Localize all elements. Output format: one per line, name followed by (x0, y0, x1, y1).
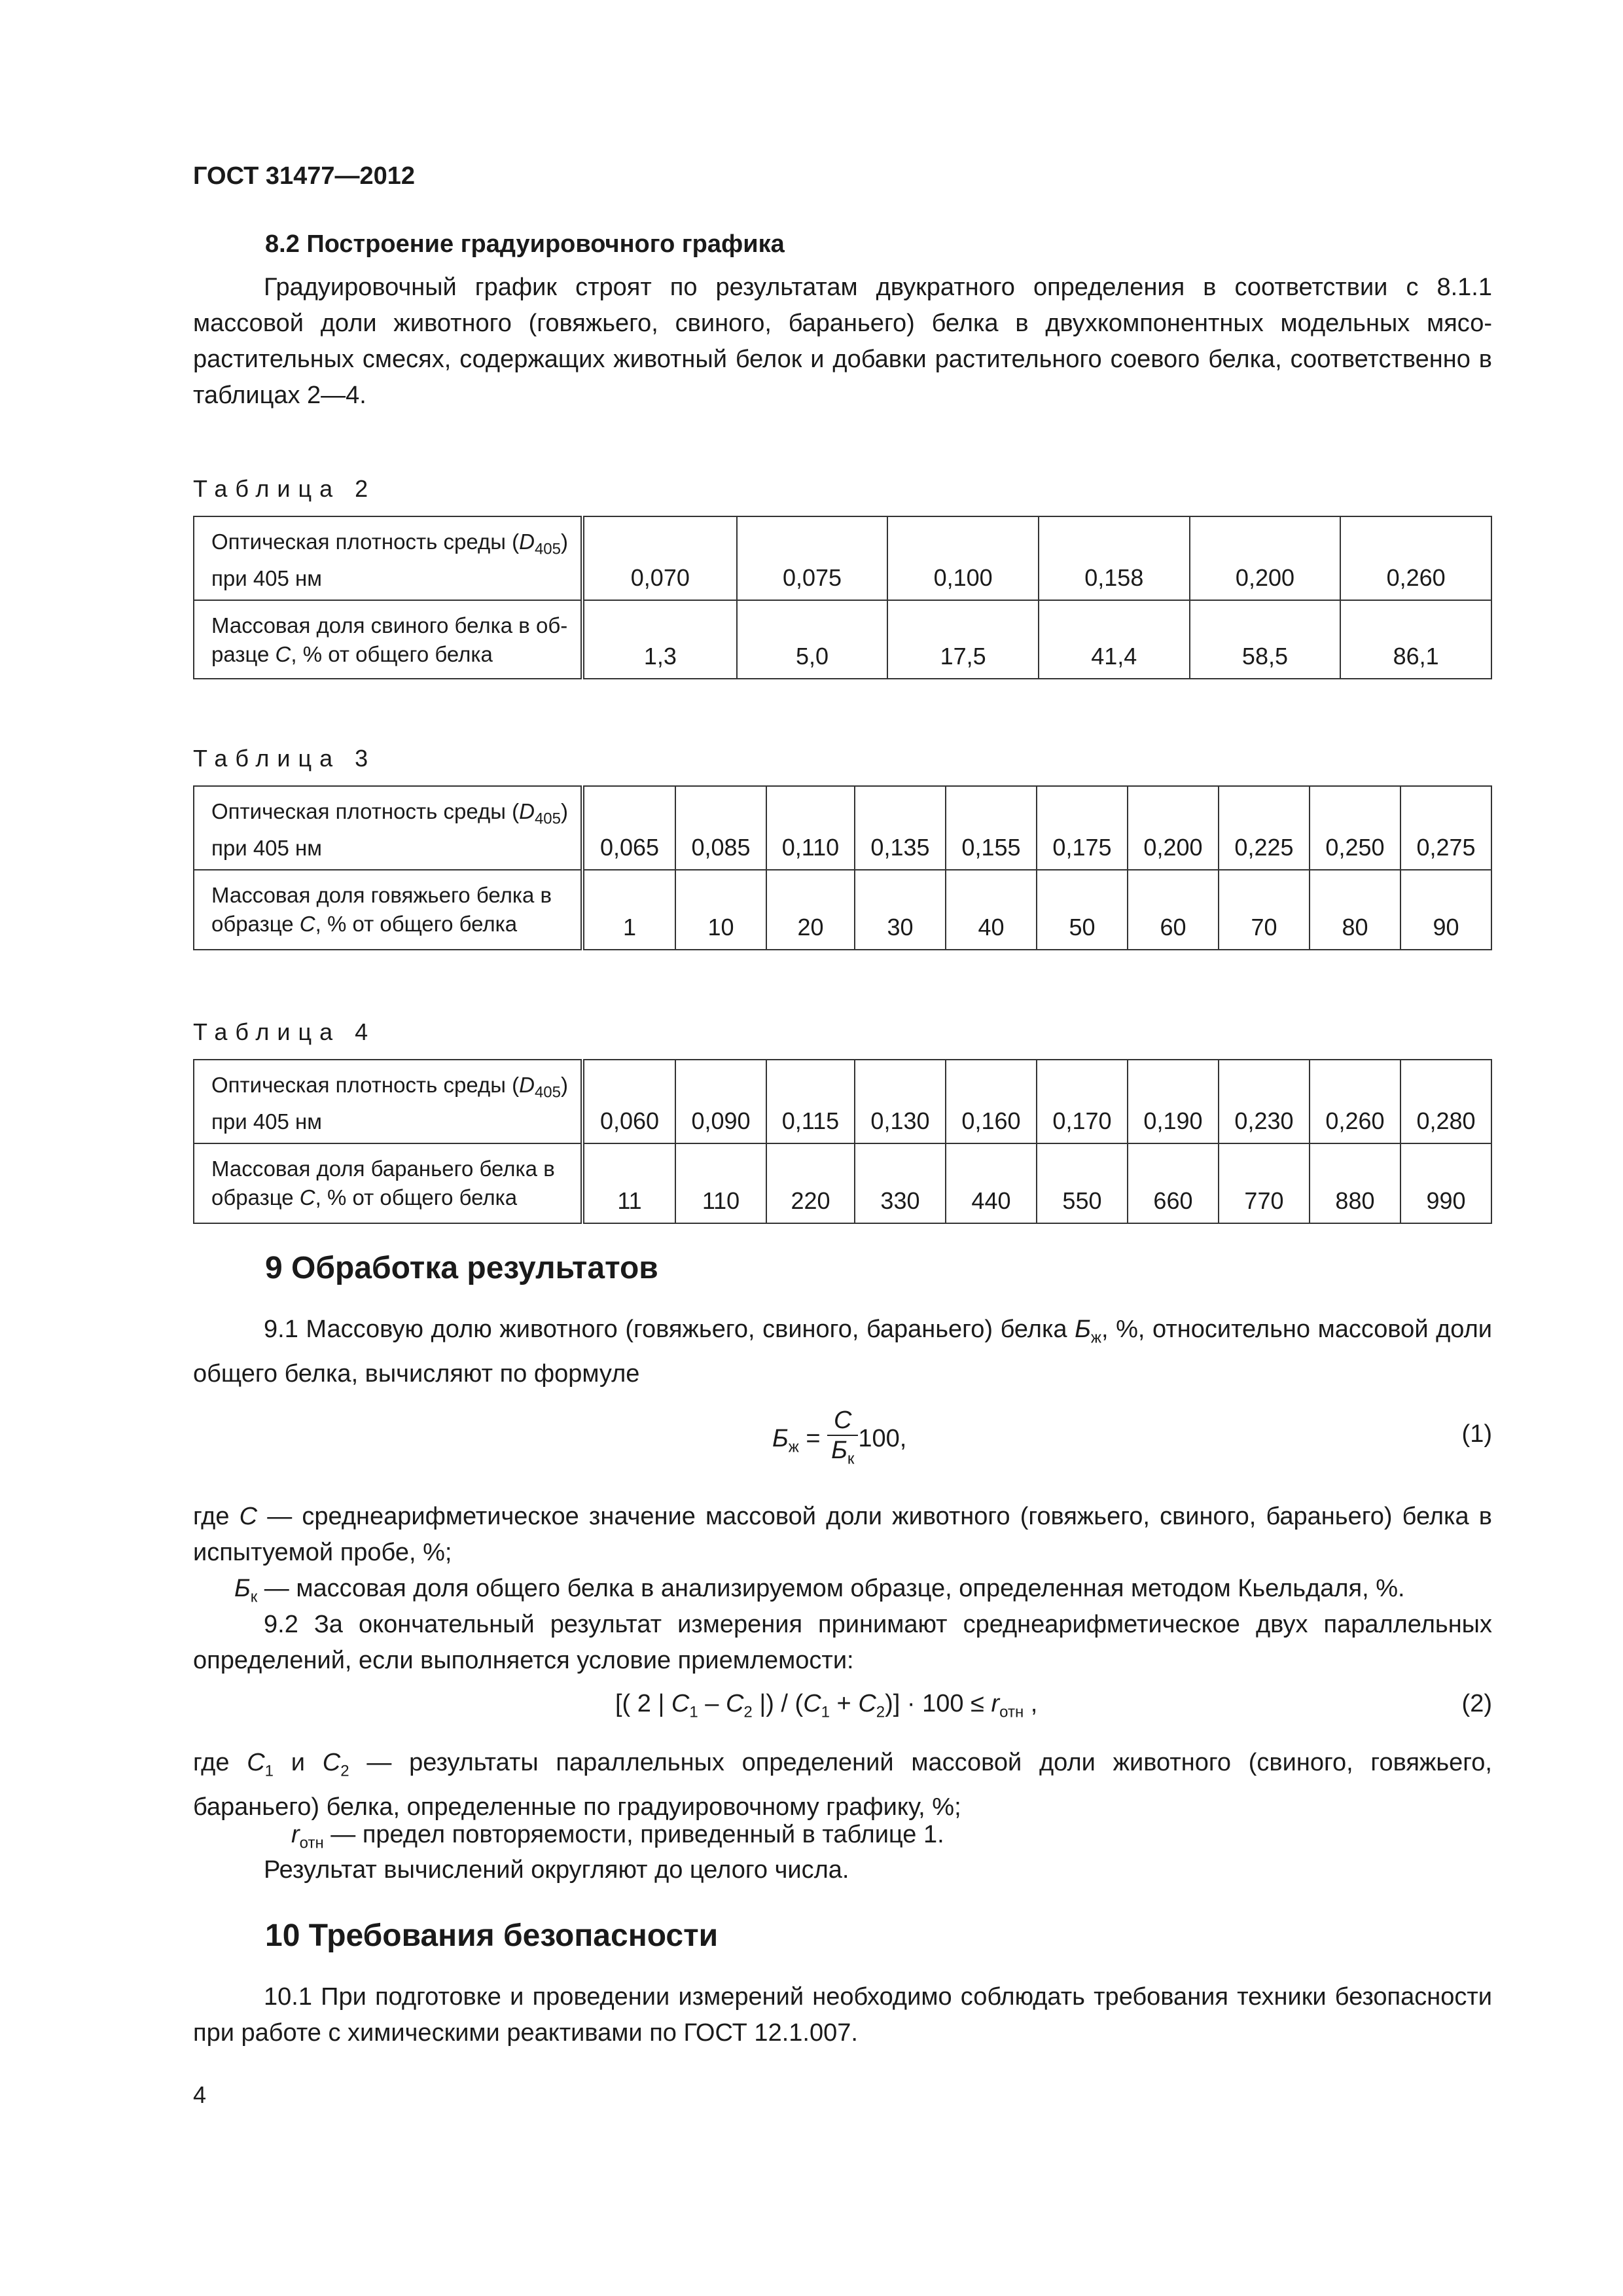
table-cell: 0,260 (1340, 516, 1491, 600)
table-3-caption: Таблица 3 (193, 745, 376, 772)
table-cell: 0,200 (1190, 516, 1341, 600)
table-row (194, 870, 1491, 950)
table-cell: 220 (766, 1143, 855, 1223)
table-cell: 0,060 (582, 1060, 675, 1143)
paragraph-10-1: 10.1 При подготовке и проведении измерений необходимо соблюдать требования техники безопасности при работе с химическими реактивами по ГОСТ 12.1.007. (193, 1983, 1492, 2047)
table-cell: 0,175 (1037, 786, 1128, 870)
table-cell: 0,230 (1219, 1060, 1310, 1143)
table-cell: 5,0 (737, 600, 888, 679)
table-cell: 1,3 (582, 600, 737, 679)
table-cell: 50 (1037, 870, 1128, 950)
table-cell: 60 (1128, 870, 1219, 950)
where-bk-definition: $Б_к$ — массовая доля общего белка в анализируемом образце, определенная методом Кьельдаля, %. (234, 1575, 1405, 1606)
table-cell: 20 (766, 870, 855, 950)
table-cell: 0,110 (766, 786, 855, 870)
table-cell: 0,130 (855, 1060, 946, 1143)
page-number: 4 (193, 2081, 207, 2108)
formula-1: $Б_ж$ = $\frac{C}{Б_к}$ 100, (772, 1407, 907, 1468)
table-cell: 0,065 (582, 786, 675, 870)
table-cell: 0,115 (766, 1060, 855, 1143)
rounding-note: Результат вычислений округляют до целого числа. (264, 1856, 849, 1884)
table-4 (193, 1059, 1492, 1224)
section-8-2-title: 8.2 Построение градуировочного графика (265, 230, 785, 258)
section-10-title: 10 Требования безопасности (265, 1918, 719, 1953)
table-cell: 0,135 (855, 786, 946, 870)
table-cell: 880 (1310, 1143, 1400, 1223)
row-label-mass-fraction: Массовая доля говяжьего белка в образце C, % от общего белка (194, 870, 582, 950)
where-c1-c2-definition: где $C_1$ и $C_2$ — результаты параллельных определений массовой доли животного (свиного, говяжьего, бараньего) белка, определенные по градуировочному графику, %; (193, 1749, 1492, 1821)
table-cell: 0,158 (1039, 516, 1190, 600)
table-cell: 0,190 (1128, 1060, 1219, 1143)
where-c-definition: где C — среднеарифметическое значение массовой доли животного (говяжьего, свиного, бараньего) белка в испытуемой пробе, %; (193, 1503, 1492, 1566)
table-cell: 41,4 (1039, 600, 1190, 679)
table-cell: 11 (582, 1143, 675, 1223)
table-2 (193, 516, 1492, 679)
table-row (194, 600, 1491, 679)
row-label-optical-density: Оптическая плотность среды $(D_{405})$ при 405 нм (194, 1060, 582, 1143)
row-label-mass-fraction: Массовая доля свиного белка в об- разце C, % от общего белка (194, 600, 582, 679)
table-cell: 330 (855, 1143, 946, 1223)
table-cell: 0,260 (1310, 1060, 1400, 1143)
row-label-optical-density: Оптическая плотность среды $(D_{405})$ при 405 нм (194, 516, 582, 600)
table-cell: 0,250 (1310, 786, 1400, 870)
table-cell: 0,170 (1037, 1060, 1128, 1143)
table-cell: 80 (1310, 870, 1400, 950)
formula-1-number: (1) (1461, 1420, 1492, 1448)
table-cell: 0,090 (675, 1060, 766, 1143)
table-cell: 0,100 (887, 516, 1039, 600)
table-cell: 0,155 (946, 786, 1037, 870)
table-cell: 1 (582, 870, 675, 950)
formula-2: [( 2 | $C_1 - C_2$ |) / $(C_1 + C_2)] \cdot 100 \le r_{отн}$ , (615, 1690, 1038, 1721)
table-cell: 440 (946, 1143, 1037, 1223)
table-cell: 40 (946, 870, 1037, 950)
table-row (194, 516, 1491, 600)
table-cell: 0,225 (1219, 786, 1310, 870)
document-id: ГОСТ 31477—2012 (193, 162, 416, 190)
table-cell: 86,1 (1340, 600, 1491, 679)
row-label-mass-fraction: Массовая доля бараньего белка в образце C, % от общего белка (194, 1143, 582, 1223)
section-8-2-text: Градуировочный график строят по результатам двукратного определения в соответствии с 8.1.1 массовой доли животного (говяжьего, свиного, бараньего) белка в двухкомпонентных модельных мясо-растительных смесях, содержащих животный белок и добавки растительного соевого белка, соответственно в таблицах 2—4. (193, 274, 1492, 409)
table-row (194, 1143, 1491, 1223)
table-3 (193, 785, 1492, 950)
table-cell: 0,070 (582, 516, 737, 600)
table-cell: 110 (675, 1143, 766, 1223)
table-cell: 10 (675, 870, 766, 950)
table-cell: 660 (1128, 1143, 1219, 1223)
formula-2-number: (2) (1461, 1690, 1492, 1717)
table-cell: 0,160 (946, 1060, 1037, 1143)
row-label-optical-density: Оптическая плотность среды $(D_{405})$ при 405 нм (194, 786, 582, 870)
table-cell: 0,075 (737, 516, 888, 600)
table-cell: 17,5 (887, 600, 1039, 679)
paragraph-9-1: 9.1 Массовую долю животного (говяжьего, свиного, бараньего) белка $Б_ж$, %, относительно массовой доли общего белка, вычисляют по формуле (193, 1316, 1493, 1388)
table-cell: 0,085 (675, 786, 766, 870)
table-cell: 90 (1400, 870, 1491, 950)
table-cell: 550 (1037, 1143, 1128, 1223)
table-row (194, 786, 1491, 870)
table-cell: 990 (1400, 1143, 1491, 1223)
table-cell: 0,280 (1400, 1060, 1491, 1143)
table-2-caption: Таблица 2 (193, 475, 376, 502)
table-cell: 30 (855, 870, 946, 950)
table-cell: 0,200 (1128, 786, 1219, 870)
table-row (194, 1060, 1491, 1143)
table-cell: 70 (1219, 870, 1310, 950)
table-cell: 0,275 (1400, 786, 1491, 870)
table-4-caption: Таблица 4 (193, 1018, 376, 1045)
table-cell: 58,5 (1190, 600, 1341, 679)
section-9-title: 9 Обработка результатов (265, 1251, 658, 1285)
paragraph-9-2: 9.2 За окончательный результат измерения принимают среднеарифметическое двух параллельных определений, если выполняется условие приемлемости: (193, 1611, 1492, 1674)
where-r-definition: $r_{отн}$ — предел повторяемости, приведенный в таблице 1. (291, 1821, 944, 1852)
table-cell: 770 (1219, 1143, 1310, 1223)
